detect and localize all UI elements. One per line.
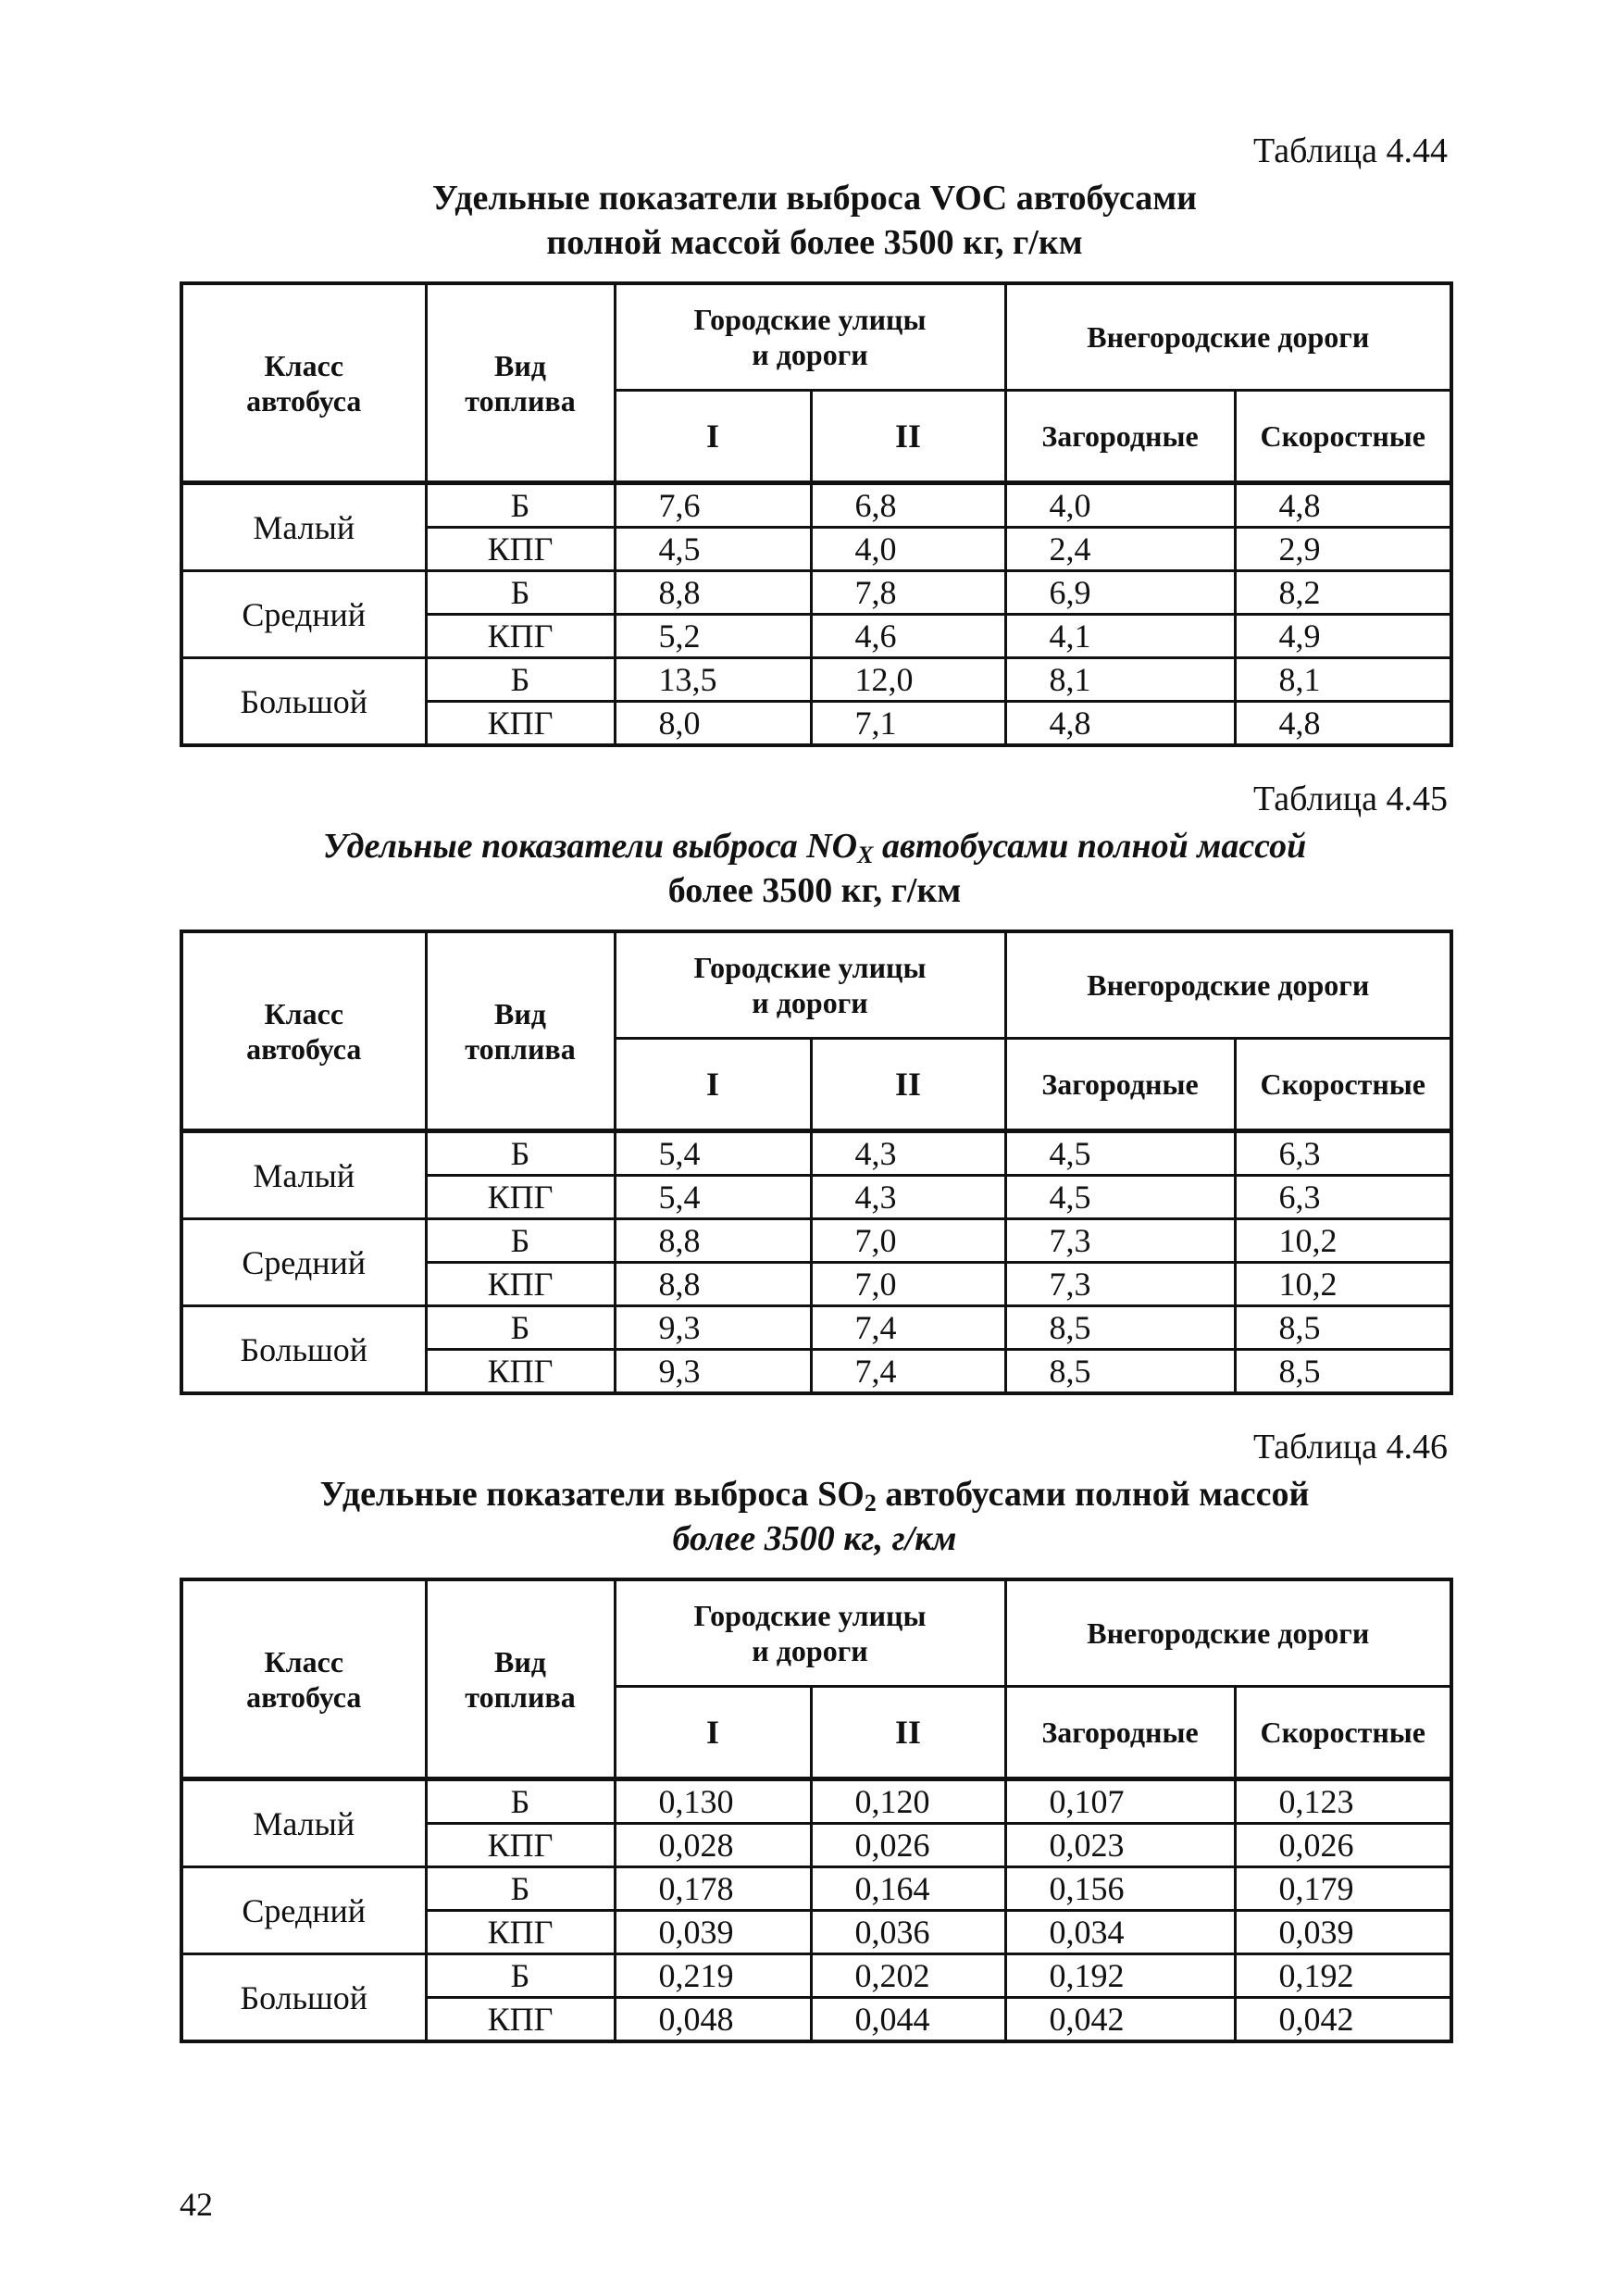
value-cell: 8,5: [1235, 1306, 1451, 1350]
table-title-line1: Удельные показатели выброса $NO_X$ автобусами полной массой: [322, 827, 1307, 868]
value-cell: 4,8: [1005, 702, 1235, 746]
value-cell: 0,039: [615, 1911, 811, 1954]
value-cell: 0,192: [1235, 1954, 1451, 1998]
bus-class-cell: Малый: [181, 1131, 426, 1219]
value-cell: 6,9: [1005, 571, 1235, 615]
value-cell: 8,1: [1235, 658, 1451, 702]
bus-class-cell: Средний: [181, 1867, 426, 1954]
fuel-cell: Б: [426, 1306, 615, 1350]
header-bus-class: Класс автобуса: [181, 1579, 426, 1779]
value-cell: 4,9: [1235, 615, 1451, 658]
header-urban-roads: Городские улицы и дороги: [615, 1579, 1005, 1687]
value-cell: 0,107: [1005, 1779, 1235, 1824]
value-cell: 0,202: [811, 1954, 1005, 1998]
table-title-line2: более 3500 кг, г/км: [672, 1519, 957, 1558]
value-cell: 9,3: [615, 1350, 811, 1394]
header-extra-urban-roads: Внегородские дороги: [1005, 283, 1451, 391]
bus-class-cell: Большой: [181, 1306, 426, 1394]
value-cell: 4,0: [1005, 483, 1235, 528]
header-urban-i: I: [615, 391, 811, 483]
value-cell: 7,4: [811, 1306, 1005, 1350]
value-cell: 8,5: [1235, 1350, 1451, 1394]
value-cell: 8,5: [1005, 1350, 1235, 1394]
bus-class-cell: Средний: [181, 571, 426, 658]
header-highway: Скоростные: [1235, 1687, 1451, 1779]
header-urban-roads: Городские улицы и дороги: [615, 283, 1005, 391]
table-row: [181, 1219, 1451, 1263]
fuel-cell: Б: [426, 571, 615, 615]
header-urban-ii: II: [811, 391, 1005, 483]
header-highway: Скоростные: [1235, 391, 1451, 483]
value-cell: 4,5: [615, 528, 811, 571]
value-cell: 10,2: [1235, 1263, 1451, 1306]
fuel-cell: Б: [426, 1779, 615, 1824]
value-cell: 8,5: [1005, 1306, 1235, 1350]
value-cell: 4,6: [811, 615, 1005, 658]
table-row: [181, 1867, 1451, 1911]
header-urban-i: I: [615, 1687, 811, 1779]
table-caption: Таблица 4.45: [1252, 780, 1448, 818]
table-caption: Таблица 4.46: [1252, 1428, 1448, 1466]
value-cell: 5,2: [615, 615, 811, 658]
fuel-cell: Б: [426, 1219, 615, 1263]
fuel-cell: Б: [426, 483, 615, 528]
table-title-line2: полной массой более 3500 кг, г/км: [546, 223, 1083, 262]
table-block-4-45: [180, 778, 1450, 1395]
value-cell: 0,156: [1005, 1867, 1235, 1911]
header-urban-ii: II: [811, 1687, 1005, 1779]
emission-table-voc: [180, 281, 1453, 747]
value-cell: 8,2: [1235, 571, 1451, 615]
header-extra-urban-roads: Внегородские дороги: [1005, 1579, 1451, 1687]
value-cell: 7,3: [1005, 1263, 1235, 1306]
header-suburban: Загородные: [1005, 1039, 1235, 1131]
header-bus-class: Класс автобуса: [181, 283, 426, 483]
bus-class-cell: Большой: [181, 658, 426, 746]
fuel-cell: Б: [426, 1131, 615, 1176]
fuel-cell: Б: [426, 1954, 615, 1998]
header-fuel-type: Вид топлива: [426, 283, 615, 483]
value-cell: 7,4: [811, 1350, 1005, 1394]
fuel-cell: КПГ: [426, 528, 615, 571]
value-cell: 4,8: [1235, 702, 1451, 746]
value-cell: 4,3: [811, 1176, 1005, 1219]
value-cell: 7,0: [811, 1219, 1005, 1263]
fuel-cell: КПГ: [426, 615, 615, 658]
value-cell: 8,1: [1005, 658, 1235, 702]
value-cell: 4,5: [1005, 1131, 1235, 1176]
bus-class-cell: Большой: [181, 1954, 426, 2042]
value-cell: 5,4: [615, 1176, 811, 1219]
value-cell: 0,219: [615, 1954, 811, 1998]
value-cell: 0,192: [1005, 1954, 1235, 1998]
value-cell: 0,048: [615, 1998, 811, 2042]
table-row: [181, 1131, 1451, 1176]
bus-class-cell: Малый: [181, 1779, 426, 1867]
value-cell: 7,1: [811, 702, 1005, 746]
value-cell: 13,5: [615, 658, 811, 702]
value-cell: 0,034: [1005, 1911, 1235, 1954]
value-cell: 0,026: [1235, 1824, 1451, 1867]
fuel-cell: КПГ: [426, 1176, 615, 1219]
bus-class-cell: Малый: [181, 483, 426, 571]
value-cell: 6,3: [1235, 1176, 1451, 1219]
fuel-cell: КПГ: [426, 1998, 615, 2042]
value-cell: 6,3: [1235, 1131, 1451, 1176]
fuel-cell: КПГ: [426, 1824, 615, 1867]
value-cell: 2,4: [1005, 528, 1235, 571]
value-cell: 7,6: [615, 483, 811, 528]
value-cell: 4,1: [1005, 615, 1235, 658]
value-cell: 0,164: [811, 1867, 1005, 1911]
fuel-cell: Б: [426, 1867, 615, 1911]
fuel-cell: Б: [426, 658, 615, 702]
emission-table-nox: [180, 930, 1453, 1395]
value-cell: 0,023: [1005, 1824, 1235, 1867]
table-row: [181, 1779, 1451, 1824]
value-cell: 5,4: [615, 1131, 811, 1176]
table-title-line1: Удельные показатели выброса VOC автобусами: [432, 179, 1197, 218]
table-row: [181, 658, 1451, 702]
header-suburban: Загородные: [1005, 391, 1235, 483]
value-cell: 0,123: [1235, 1779, 1451, 1824]
value-cell: 7,8: [811, 571, 1005, 615]
value-cell: 9,3: [615, 1306, 811, 1350]
table-row: [181, 483, 1451, 528]
table-title: [180, 824, 1450, 913]
value-cell: 4,5: [1005, 1176, 1235, 1219]
header-extra-urban-roads: Внегородские дороги: [1005, 931, 1451, 1039]
value-cell: 2,9: [1235, 528, 1451, 571]
value-cell: 0,026: [811, 1824, 1005, 1867]
value-cell: 0,178: [615, 1867, 811, 1911]
fuel-cell: КПГ: [426, 1350, 615, 1394]
value-cell: 10,2: [1235, 1219, 1451, 1263]
fuel-cell: КПГ: [426, 702, 615, 746]
value-cell: 0,036: [811, 1911, 1005, 1954]
value-cell: 0,130: [615, 1779, 811, 1824]
value-cell: 0,120: [811, 1779, 1005, 1824]
value-cell: 7,3: [1005, 1219, 1235, 1263]
header-urban-i: I: [615, 1039, 811, 1131]
table-row: [181, 1954, 1451, 1998]
header-highway: Скоростные: [1235, 1039, 1451, 1131]
value-cell: 4,8: [1235, 483, 1451, 528]
table-caption: Таблица 4.44: [1252, 131, 1448, 170]
value-cell: 0,028: [615, 1824, 811, 1867]
value-cell: 8,8: [615, 1219, 811, 1263]
value-cell: 4,0: [811, 528, 1005, 571]
value-cell: 0,044: [811, 1998, 1005, 2042]
value-cell: 4,3: [811, 1131, 1005, 1176]
page-number: 42: [180, 2186, 213, 2223]
table-title: [180, 176, 1450, 265]
value-cell: 7,0: [811, 1263, 1005, 1306]
fuel-cell: КПГ: [426, 1911, 615, 1954]
table-title-line2: более 3500 кг, г/км: [667, 871, 962, 910]
table-row: [181, 571, 1451, 615]
value-cell: 0,179: [1235, 1867, 1451, 1911]
table-block-4-44: [180, 130, 1450, 747]
header-urban-ii: II: [811, 1039, 1005, 1131]
value-cell: 8,0: [615, 702, 811, 746]
value-cell: 8,8: [615, 1263, 811, 1306]
bus-class-cell: Средний: [181, 1219, 426, 1306]
header-suburban: Загородные: [1005, 1687, 1235, 1779]
value-cell: 12,0: [811, 658, 1005, 702]
table-title-line1: Удельные показатели выброса $SO_2$ автобусами полной массой: [319, 1475, 1310, 1516]
table-row: [181, 1306, 1451, 1350]
value-cell: 0,039: [1235, 1911, 1451, 1954]
table-block-4-46: [180, 1426, 1450, 2043]
fuel-cell: КПГ: [426, 1263, 615, 1306]
table-title: [180, 1472, 1450, 1561]
value-cell: 6,8: [811, 483, 1005, 528]
header-bus-class: Класс автобуса: [181, 931, 426, 1131]
header-fuel-type: Вид топлива: [426, 1579, 615, 1779]
value-cell: 8,8: [615, 571, 811, 615]
value-cell: 0,042: [1235, 1998, 1451, 2042]
header-urban-roads: Городские улицы и дороги: [615, 931, 1005, 1039]
header-fuel-type: Вид топлива: [426, 931, 615, 1131]
emission-table-so2: [180, 1578, 1453, 2043]
value-cell: 0,042: [1005, 1998, 1235, 2042]
